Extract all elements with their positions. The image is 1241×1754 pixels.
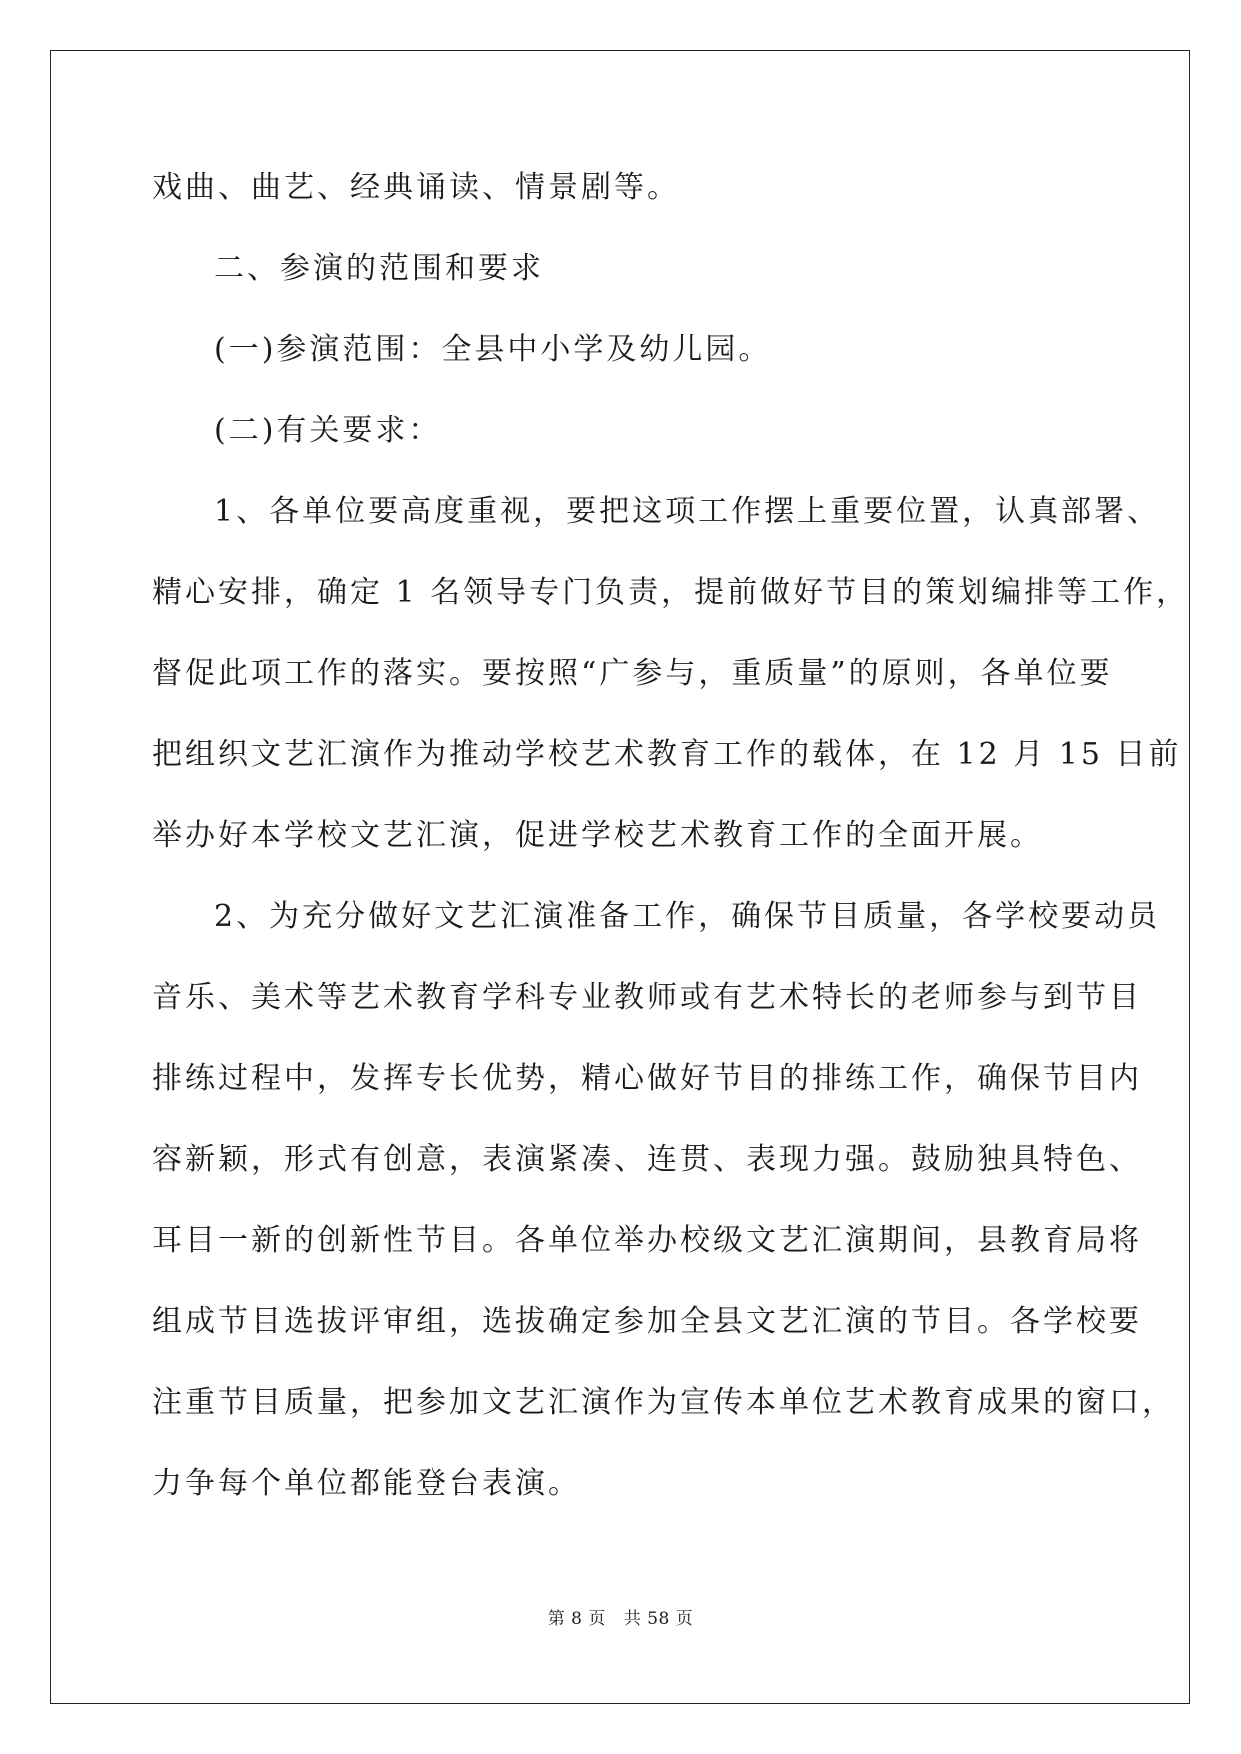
page-footer	[0, 1604, 1241, 1629]
paragraph-line: 督促此项工作的落实。要按照“广参与，重质量”的原则，各单位要	[152, 656, 1113, 691]
document-body	[152, 168, 1190, 1545]
paragraph-line: 音乐、美术等艺术教育学科专业教师或有艺术特长的老师参与到节目	[152, 980, 1142, 1015]
subsection-heading: (一)参演范围：全县中小学及幼儿园。	[214, 332, 772, 367]
section-heading: 二、参演的范围和要求	[214, 251, 544, 286]
paragraph-line: 1、各单位要高度重视，要把这项工作摆上重要位置，认真部署、	[214, 494, 1161, 529]
paragraph-line: 举办好本学校文艺汇演，促进学校艺术教育工作的全面开展。	[152, 818, 1043, 853]
paragraph-line: 把组织文艺汇演作为推动学校艺术教育工作的载体，在 12 月 15 日前	[152, 737, 1182, 772]
paragraph-line: 精心安排，确定 1 名领导专门负责，提前做好节目的策划编排等工作，	[152, 575, 1190, 610]
paragraph-line: 组成节目选拔评审组，选拔确定参加全县文艺汇演的节目。各学校要	[152, 1304, 1142, 1339]
paragraph-line: 注重节目质量，把参加文艺汇演作为宣传本单位艺术教育成果的窗口，	[152, 1385, 1175, 1420]
paragraph-line: 2、为充分做好文艺汇演准备工作，确保节目质量，各学校要动员	[214, 899, 1161, 934]
page-total: 共 58 页	[623, 1609, 694, 1629]
paragraph-line: 力争每个单位都能登台表演。	[152, 1466, 581, 1501]
paragraph-line: 耳目一新的创新性节目。各单位举办校级文艺汇演期间，县教育局将	[152, 1223, 1142, 1258]
subsection-heading: (二)有关要求：	[214, 413, 442, 448]
page-number: 第 8 页	[547, 1609, 606, 1629]
paragraph-line: 戏曲、曲艺、经典诵读、情景剧等。	[152, 170, 680, 205]
paragraph-line: 容新颖，形式有创意，表演紧凑、连贯、表现力强。鼓励独具特色、	[152, 1142, 1142, 1177]
paragraph-line: 排练过程中，发挥专长优势，精心做好节目的排练工作，确保节目内	[152, 1061, 1142, 1096]
